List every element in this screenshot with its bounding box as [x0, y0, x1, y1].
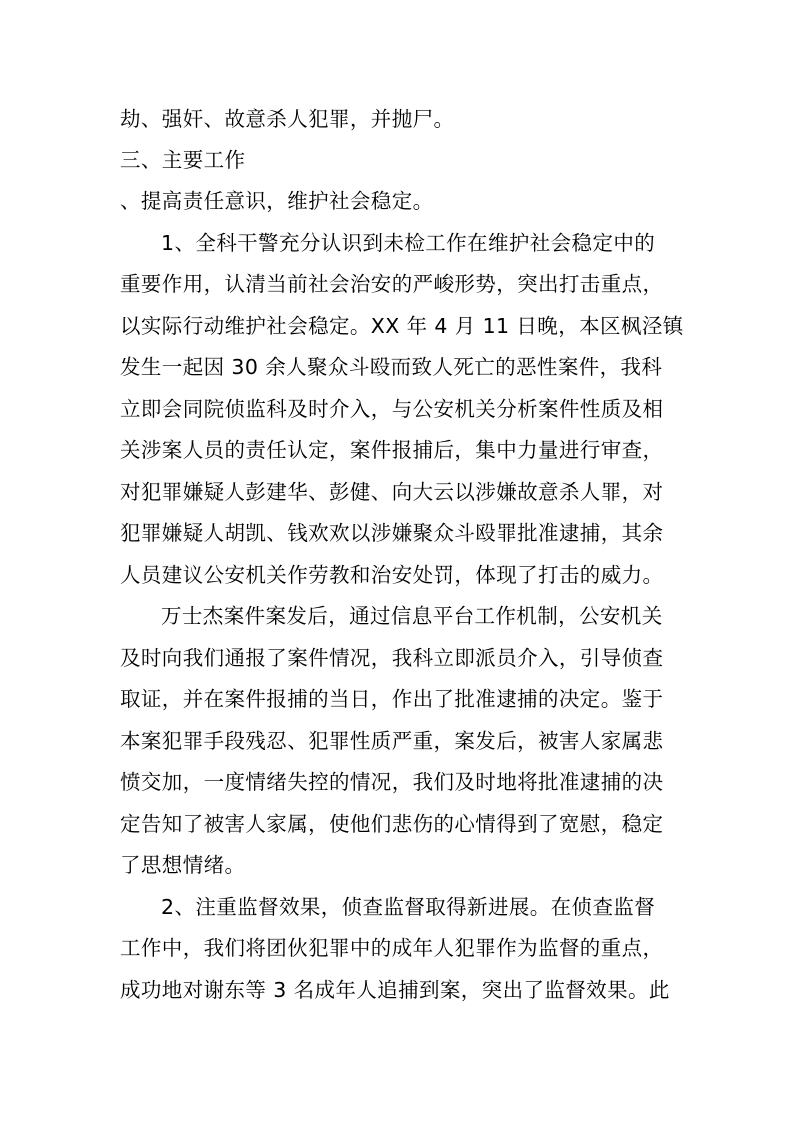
text-line: 犯罪嫌疑人胡凯、钱欢欢以涉嫌聚众斗殴罪批准逮捕，其余 — [120, 521, 664, 545]
text-line: 愤交加，一度情绪失控的情况，我们及时地将批准逮捕的决 — [120, 770, 664, 794]
text-line: 及时向我们通报了案件情况，我科立即派员介入，引导侦查 — [120, 646, 664, 670]
text-line: 人员建议公安机关作劳教和治安处罚，体现了打击的威力。 — [120, 563, 664, 587]
text-line: 取证，并在案件报捕的当日，作出了批准逮捕的决定。鉴于 — [120, 687, 664, 711]
text-line: 对犯罪嫌疑人彭建华、彭健、向大云以涉嫌故意杀人罪，对 — [120, 480, 664, 504]
text-line: 立即会同院侦监科及时介入，与公安机关分析案件性质及相 — [120, 397, 664, 421]
text-line: 发生一起因 30 余人聚众斗殴而致人死亡的恶性案件，我科 — [120, 355, 663, 379]
paragraph-first-line: 万士杰案件案发后，通过信息平台工作机制，公安机关 — [161, 604, 663, 628]
text-line: 关涉案人员的责任认定，案件报捕后，集中力量进行审查， — [120, 438, 664, 462]
text-line: 定告知了被害人家属，使他们悲伤的心情得到了宽慰，稳定 — [120, 812, 664, 836]
paragraph-first-line: 2、注重监督效果，侦查监督取得新进展。在侦查监督 — [161, 895, 656, 919]
text-line: 成功地对谢东等 3 名成年人追捕到案，突出了监督效果。此 — [120, 978, 670, 1002]
text-line: 劫、强奸、故意杀人犯罪，并抛尸。 — [120, 107, 455, 131]
text-line: 工作中，我们将团伙犯罪中的成年人犯罪作为监督的重点， — [120, 936, 664, 960]
text-line: 本案犯罪手段残忍、犯罪性质严重，案发后，被害人家属悲 — [120, 729, 664, 753]
text-line: 重要作用，认清当前社会治安的严峻形势，突出打击重点， — [120, 272, 664, 296]
text-line: 以实际行动维护社会稳定。XX 年 4 月 11 日晚，本区枫泾镇 — [120, 314, 684, 338]
text-line: 了思想情绪。 — [120, 853, 246, 877]
subsection-heading: 、提高责任意识，维护社会稳定。 — [120, 189, 434, 213]
section-heading: 三、主要工作 — [120, 148, 246, 172]
paragraph-first-line: 1、全科干警充分认识到未检工作在维护社会稳定中的 — [161, 231, 656, 255]
